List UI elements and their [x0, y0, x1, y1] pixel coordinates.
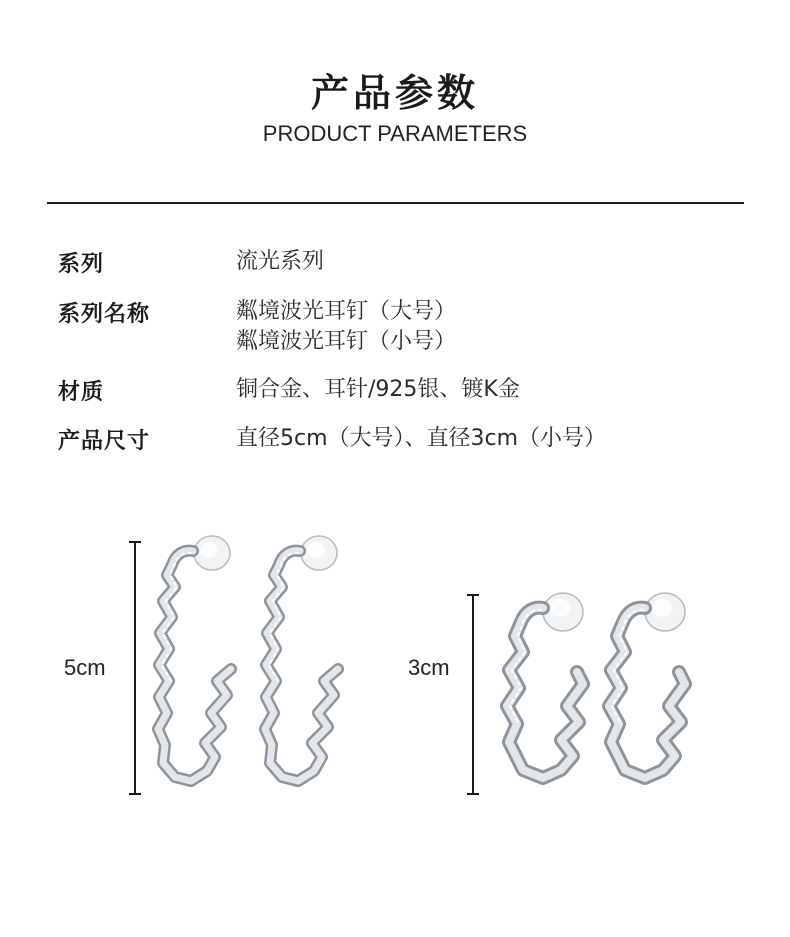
spec-value-line: 流光系列 [236, 249, 325, 274]
spec-value-line: 粼境波光耳钉（小号） [236, 329, 457, 354]
spec-value [236, 297, 456, 357]
ruler-large [129, 541, 141, 795]
earring-large-right [252, 535, 352, 800]
spec-label: 材质 [58, 380, 105, 405]
earring-large-left [145, 535, 245, 800]
spec-value [236, 247, 324, 277]
spec-value-line: 直径5cm（大号）、直径3cm（小号） [236, 426, 607, 451]
page-title-en: PRODUCT PARAMETERS [262, 121, 528, 146]
spec-value [236, 424, 606, 454]
spec-value-line: 铜合金、耳针/925银、镀K金 [236, 377, 520, 402]
size-label-small: 3cm [408, 655, 450, 680]
earring-small-left [493, 588, 593, 798]
spec-label: 产品尺寸 [58, 429, 151, 454]
ruler-small [467, 594, 479, 795]
title-divider [47, 202, 744, 204]
spec-label: 系列名称 [58, 302, 151, 327]
spec-value [236, 375, 520, 405]
size-label-large: 5cm [64, 655, 106, 680]
page-title-cn: 产品参数 [310, 71, 479, 115]
spec-label: 系列 [58, 252, 105, 277]
spec-value-line: 粼境波光耳钉（大号） [236, 299, 457, 324]
earring-small-right [595, 588, 695, 798]
